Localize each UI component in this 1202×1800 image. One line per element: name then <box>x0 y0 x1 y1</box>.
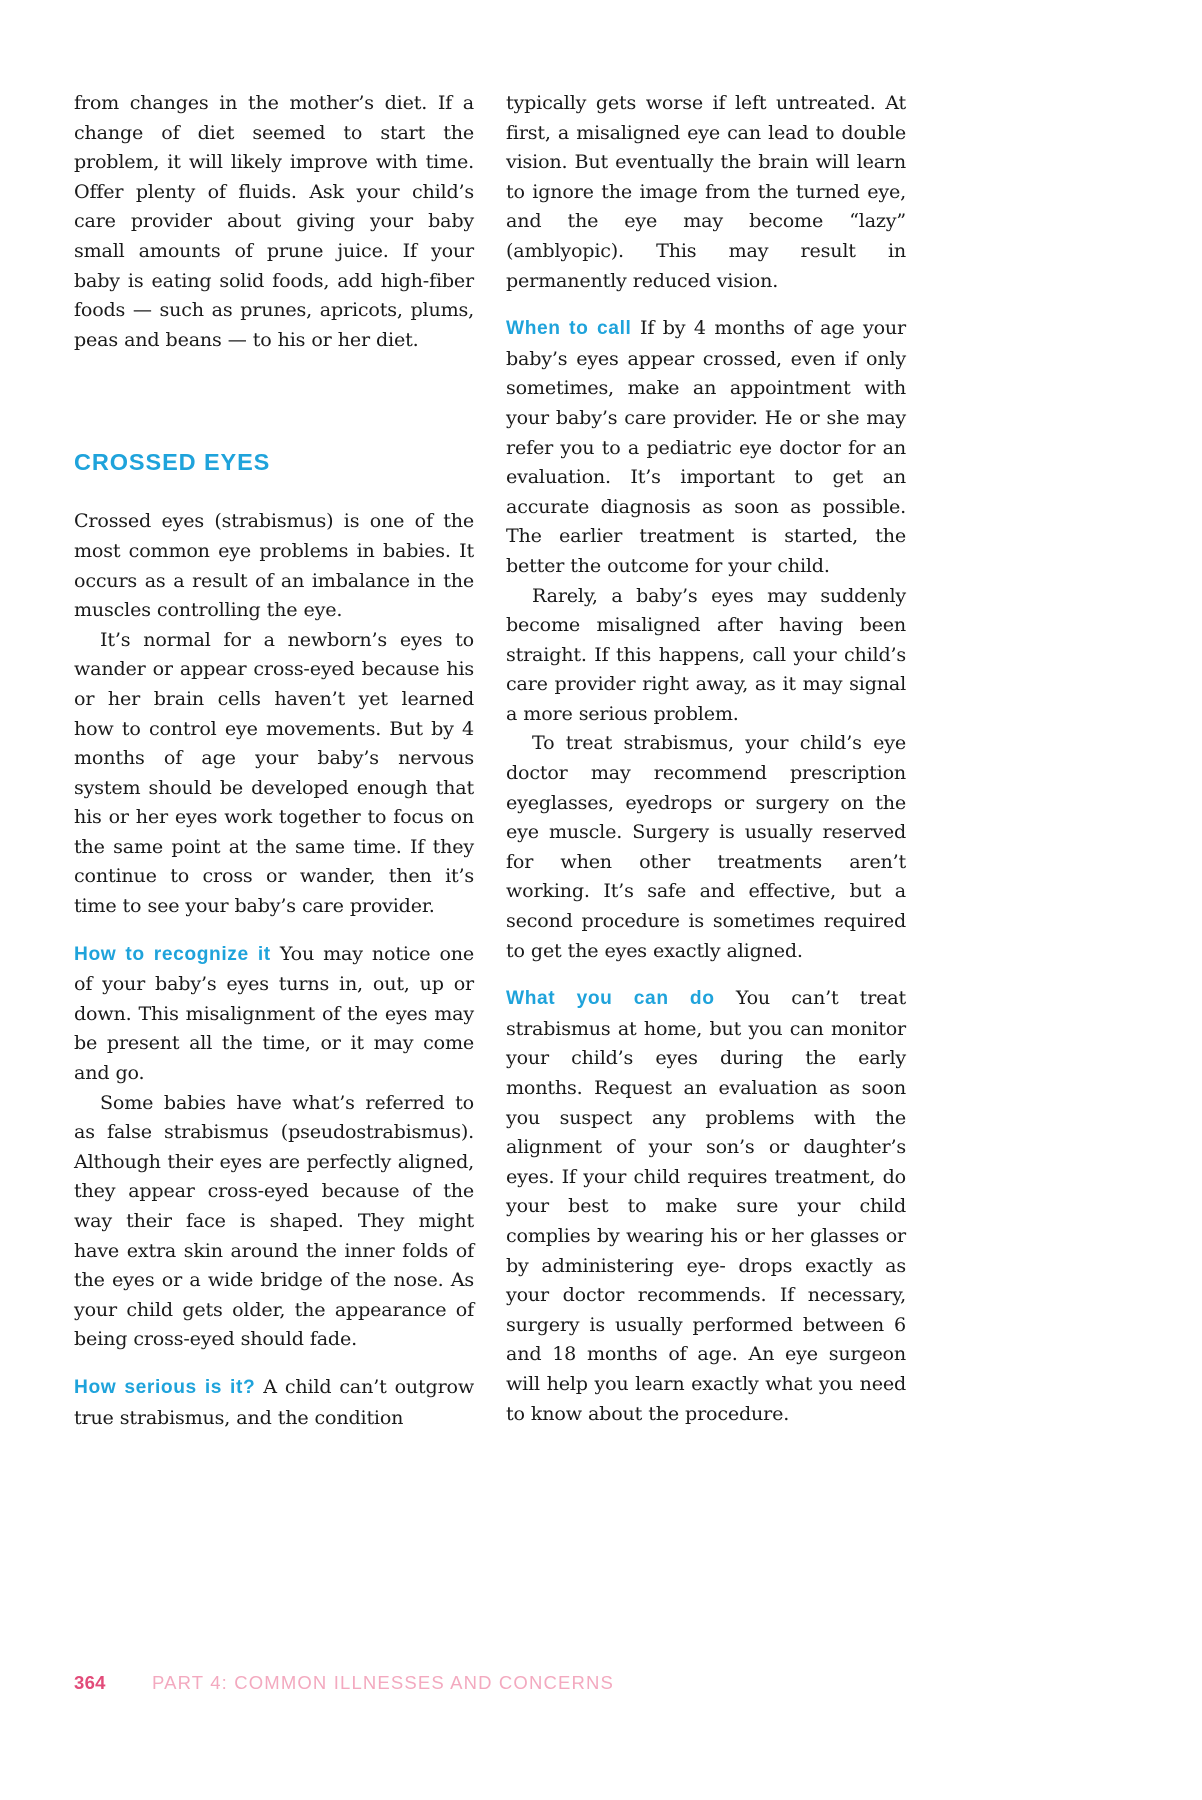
paragraph-how-serious-is-it <box>74 1372 474 1432</box>
subheading-how-serious-is-it: How serious is it? <box>74 1376 256 1398</box>
paragraph-how-to-recognize-it <box>74 939 474 1088</box>
paragraph-sudden-misalignment: Rarely, a baby’s eyes may suddenly become misaligned after having been straight. If this happens, call your child’s care provider right away, as it may signal a more serious problem. <box>506 583 906 725</box>
paragraph-when-to-call <box>506 313 906 580</box>
paragraph-pseudostrabismus: Some babies have what’s referred to as false strabismus (pseudostrabismus). Although their eyes are perfectly aligned, they appear cross-eyed because of the way their face is shaped. They might have extra skin around the inner folds of the eyes or a wide bridge of the nose. As your child gets older, the appearance of being cross-eyed should fade. <box>74 1090 474 1351</box>
paragraph-what-you-can-do-text: You can’t treat strabismus at home, but you can monitor your child’s eyes during the early months. Request an evaluation as soon you suspect any problems with the alignment of your son’s or daughter’s eyes. If your child requires treatment, do your best to make sure your child complies by wearing his or her glasses or by administering eye- drops exactly as your doctor recommends. If necessary, surgery is usually performed between 6 and 18 months of age. An eye surgeon will help you learn exactly what you need to know about the procedure. <box>506 986 906 1425</box>
paragraph-continued-from-previous-page: from changes in the mother’s diet. If a change of diet seemed to start the problem, it will likely improve with time. Offer plenty of fluids. Ask your child’s care provider about giving your baby small amounts of prune juice. If your baby is eating solid foods, add high-fiber foods — such as prunes, apricots, plums, peas and beans — to his or her diet. <box>74 91 474 351</box>
section-heading-block <box>74 354 474 506</box>
paragraph-continued-from-left-column: typically gets worse if left untreated. At first, a misaligned eye can lead to double vision. But eventually the brain will learn to ignore the image from the turned eye, and the eye may become “lazy” (amblyopic). This may result in permanently reduced vision. <box>506 91 906 292</box>
paragraph-treatment-options: To treat strabismus, your child’s eye doctor may recommend prescription eyeglasses, eyedrops or surgery on the eye muscle. Surgery is usually reserved for when other treatments aren’t working. It’s safe and effective, but a second procedure is sometimes required to get the eyes exactly aligned. <box>506 731 906 962</box>
subheading-when-to-call: When to call <box>506 318 632 340</box>
two-column-text-body <box>74 88 906 1568</box>
paragraph-when-to-call-text: If by 4 months of age your baby’s eyes appear crossed, even if only sometimes, make an appointment with your baby’s care provider. He or she may refer you to a pediatric eye doctor for an evaluation. It’s important to get an accurate diagnosis as soon as possible. The earlier treatment is started, the better the outcome for your child. <box>506 316 906 577</box>
page-number: 364 <box>74 1672 106 1693</box>
section-heading-crossed-eyes: CROSSED EYES <box>74 449 271 476</box>
runin-spacer <box>271 942 280 965</box>
right-column <box>506 88 906 1568</box>
paragraph-what-you-can-do <box>506 983 906 1428</box>
paragraph-crossed-eyes-intro: Crossed eyes (strabismus) is one of the most common eye problems in babies. It occurs as a result of an imbalance in the muscles controlling the eye. <box>74 509 474 622</box>
runin-spacer <box>631 316 640 339</box>
paragraph-how-to-recognize-it-text: You may notice one of your baby’s eyes turns in, out, up or down. This misalignment of the eyes may be present all the time, or it may come and go. <box>74 941 474 1085</box>
page-footer <box>74 1672 914 1702</box>
subheading-what-you-can-do: What you can do <box>506 988 715 1010</box>
runin-spacer <box>715 986 736 1009</box>
running-head: PART 4: COMMON ILLNESSES AND CONCERNS <box>152 1672 614 1693</box>
paragraph-how-serious-is-it-text: A child can’t outgrow true strabismus, and the condition <box>74 1374 475 1429</box>
paragraph-newborn-eyes-normal: It’s normal for a newborn’s eyes to wander or appear cross-eyed because his or her brain cells haven’t yet learned how to control eye movements. But by 4 months of age your baby’s nervous system should be developed enough that his or her eyes work together to focus on the same point at the same time. If they continue to cross or wander, then it’s time to see your baby’s care provider. <box>74 627 474 918</box>
left-column <box>74 88 474 1568</box>
subheading-how-to-recognize-it: How to recognize it <box>74 943 271 965</box>
